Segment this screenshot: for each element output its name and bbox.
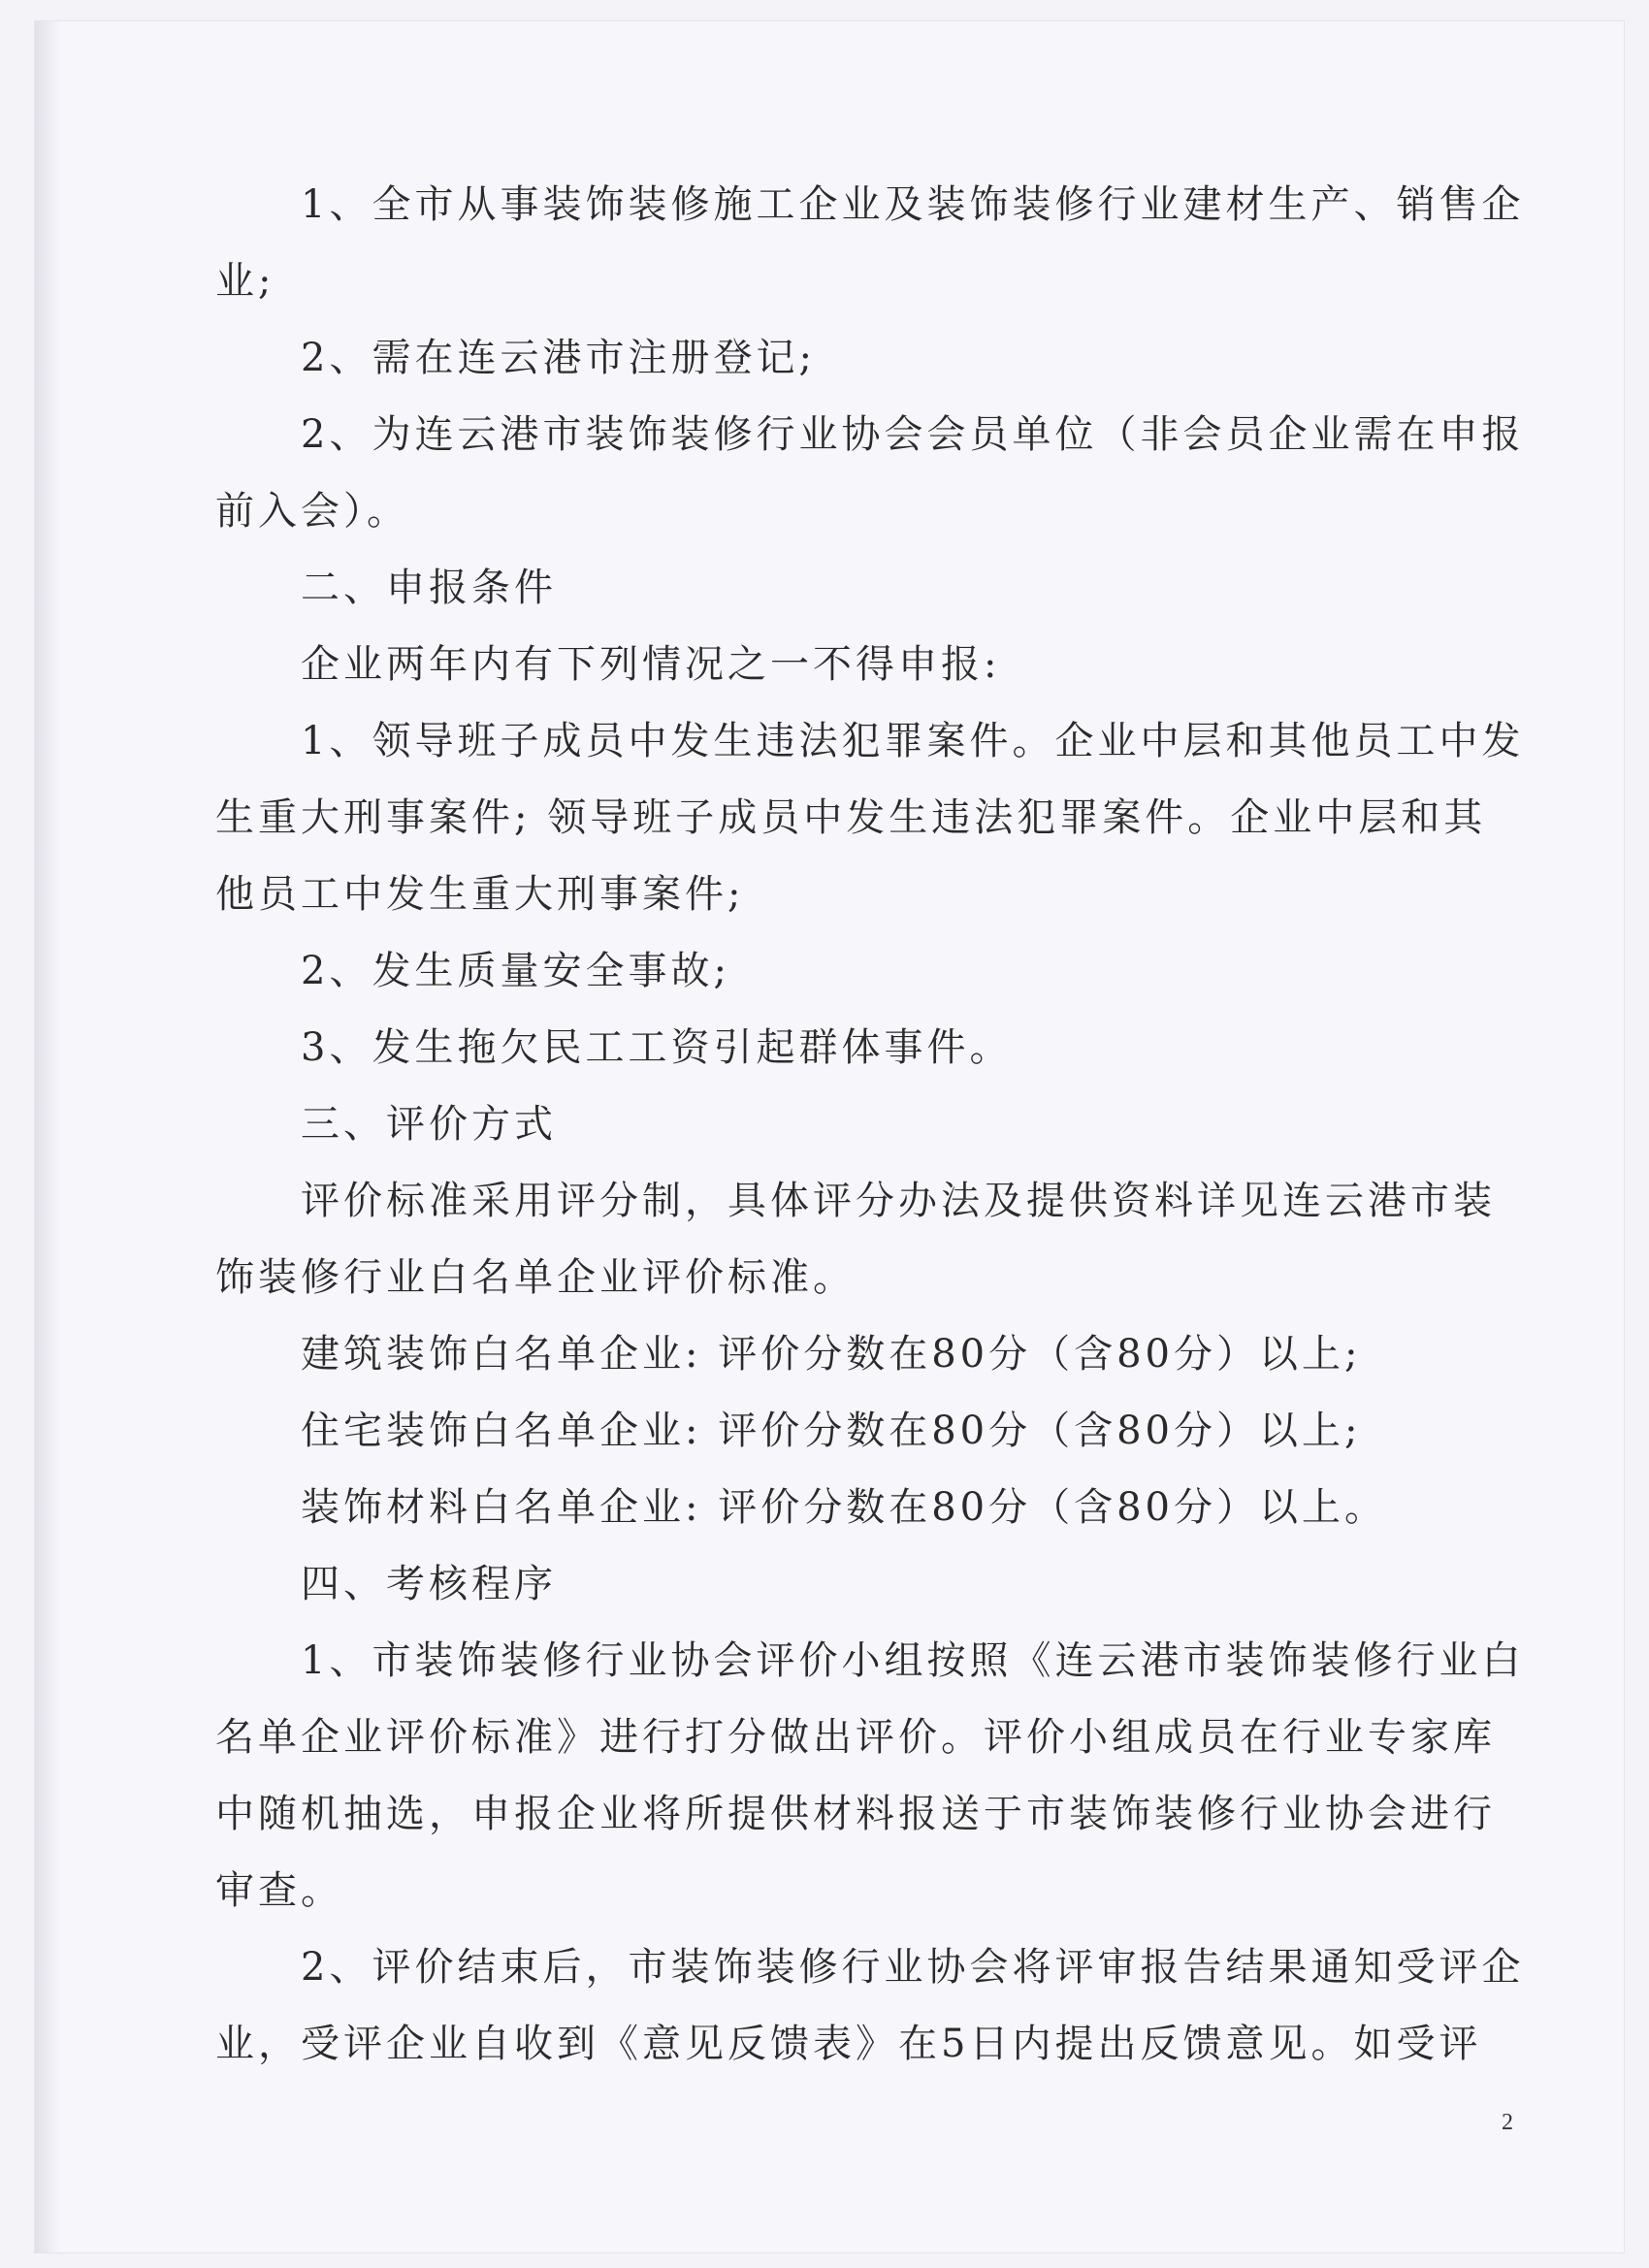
body-line: 中随机抽选，申报企业将所提供材料报送于市装饰装修行业协会进行 xyxy=(215,1792,1496,1836)
body-line: 饰装修行业白名单企业评价标准。 xyxy=(215,1255,856,1300)
body-line: 评价标准采用评分制，具体评分办法及提供资料详见连云港市装 xyxy=(301,1179,1496,1223)
body-line: 2、评价结束后，市装饰装修行业协会将评审报告结果通知受评企 xyxy=(301,1945,1525,1990)
body-line: 他员工中发生重大刑事案件; xyxy=(215,872,745,917)
body-line: 企业两年内有下列情况之一不得申报: xyxy=(301,642,1001,687)
body-line: 2、需在连云港市注册登记; xyxy=(301,336,816,380)
body-line: 生重大刑事案件; 领导班子成员中发生违法犯罪案件。企业中层和其 xyxy=(215,795,1487,840)
document-body xyxy=(215,167,1525,2083)
body-line: 业; xyxy=(215,259,275,304)
body-line: 业，受评企业自收到《意见反馈表》在5日内提出反馈意见。如受评 xyxy=(215,2022,1482,2066)
scan-edge-shadow xyxy=(35,21,60,2252)
body-line: 2、为连云港市装饰装修行业协会会员单位（非会员企业需在申报 xyxy=(301,412,1525,457)
body-line: 住宅装饰白名单企业: 评价分数在80分（含80分）以上; xyxy=(301,1409,1362,1453)
page-number: 2 xyxy=(1502,2110,1513,2135)
body-line: 1、市装饰装修行业协会评价小组按照《连云港市装饰装修行业白 xyxy=(301,1638,1525,1683)
section-heading: 二、申报条件 xyxy=(301,566,557,610)
body-line: 装饰材料白名单企业: 评价分数在80分（含80分）以上。 xyxy=(301,1485,1387,1530)
section-heading: 三、评价方式 xyxy=(301,1102,557,1147)
body-line: 审查。 xyxy=(215,1868,343,1913)
body-line: 1、领导班子成员中发生违法犯罪案件。企业中层和其他员工中发 xyxy=(301,719,1525,763)
body-line: 名单企业评价标准》进行打分做出评价。评价小组成员在行业专家库 xyxy=(215,1715,1496,1760)
section-heading: 四、考核程序 xyxy=(301,1562,557,1606)
body-line: 前入会）。 xyxy=(215,489,409,534)
body-line: 建筑装饰白名单企业: 评价分数在80分（含80分）以上; xyxy=(301,1332,1362,1377)
body-line: 1、全市从事装饰装修施工企业及装饰装修行业建材生产、销售企 xyxy=(301,182,1525,227)
body-line: 3、发生拖欠民工工资引起群体事件。 xyxy=(301,1025,1013,1070)
body-line: 2、发生质量安全事故; xyxy=(301,949,730,993)
